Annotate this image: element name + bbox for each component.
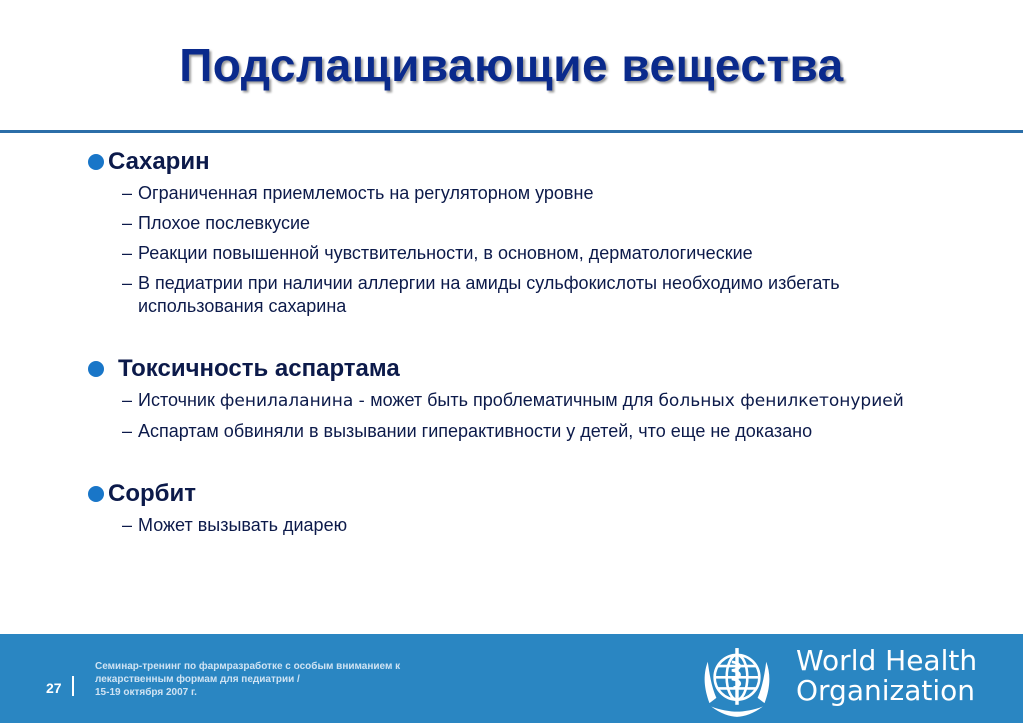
list-item: – Аспартам обвиняли в вызывании гиперактивности у детей, что еще не доказано (122, 421, 813, 441)
list-item: – Может вызывать диарею (122, 515, 348, 535)
sub-list (88, 514, 968, 537)
sub-list (88, 389, 968, 443)
footer-caption: Семинар-тренинг по фармразработке с особым вниманием к лекарственным формам для педиатрии / 15-19 октября 2007 г. (95, 661, 401, 698)
list-item: – В педиатрии при наличии аллергии на амиды сульфокислоты необходимо избегать использования сахарина (122, 273, 840, 316)
who-emblem-icon (694, 636, 780, 722)
list-item: – Ограниченная приемлемость на регуляторном уровне (122, 183, 594, 203)
sub-list (88, 182, 968, 318)
slide-title: Подслащивающие вещества (179, 39, 844, 91)
organization-name: World Health Organization (796, 644, 978, 707)
list-item: – Источник фенилаланина - может быть проблематичным для больных фенилкетонурией (122, 390, 904, 411)
list-item: – Реакции повышенной чувствительности, в основном, дерматологические (122, 243, 753, 263)
section-sorbitol (88, 480, 968, 537)
section-heading: Сорбит (108, 480, 196, 507)
bullet-dot-icon (88, 486, 104, 502)
title-divider (0, 130, 1023, 133)
section-heading: Токсичность аспартама (118, 355, 400, 382)
bullet-heading (88, 148, 968, 176)
bullet-heading (88, 355, 968, 383)
section-heading: Сахарин (108, 148, 210, 175)
section-saccharin (88, 148, 968, 318)
bullet-heading (88, 480, 968, 508)
bullet-dot-icon (88, 361, 104, 377)
bullet-dot-icon (88, 154, 104, 170)
page-separator (72, 676, 74, 696)
page-number: 27 (46, 680, 62, 696)
slide-content (88, 148, 968, 544)
section-aspartame (88, 355, 968, 443)
list-item: – Плохое послевкусие (122, 213, 311, 233)
